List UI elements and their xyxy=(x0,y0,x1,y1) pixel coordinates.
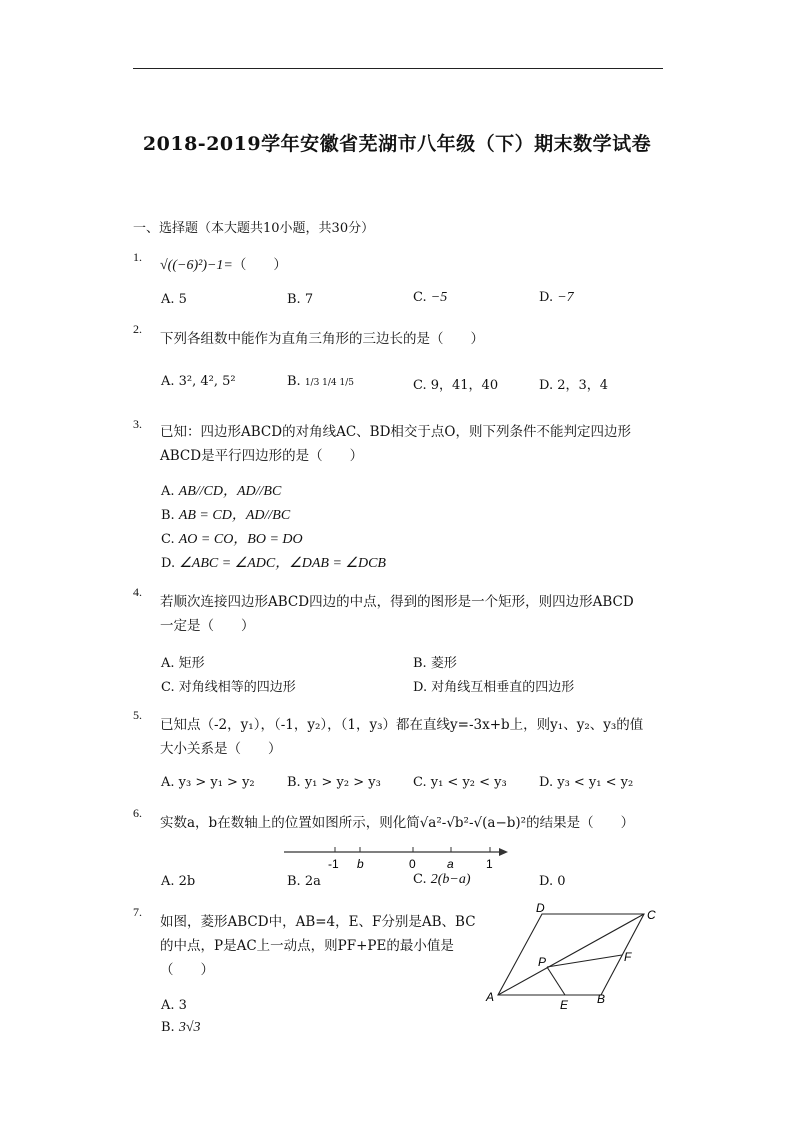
question-stem-line3: （ ） xyxy=(160,962,214,978)
question-stem: 实数a，b在数轴上的位置如图所示，则化简√a²-√b²-√(a−b)²的结果是（ ） xyxy=(160,815,635,831)
question-number: 7. xyxy=(133,905,142,919)
option-d: D. 0 xyxy=(539,874,566,889)
vertex-label: B xyxy=(597,992,606,1006)
question-stem-line2: 大小关系是（ ） xyxy=(160,741,282,757)
question-stem-line1: 若顺次连接四边形ABCD四边的中点，得到的图形是一个矩形，则四边形ABCD xyxy=(160,594,634,610)
option-b: B. 2a xyxy=(287,874,321,889)
option-d: D. 2，3，4 xyxy=(539,378,609,393)
option-d: D. 对角线互相垂直的四边形 xyxy=(413,680,575,695)
point-label: P xyxy=(538,955,547,969)
option-a: A. AB//CD，AD//BC xyxy=(161,484,282,499)
option-a: A. 2b xyxy=(161,874,196,889)
option-d: D. −7 xyxy=(539,290,574,305)
option-d: D. y₃ < y₁ < y₂ xyxy=(539,775,634,790)
option-b: B. 3√3 xyxy=(161,1020,201,1035)
vertex-label: A xyxy=(486,990,495,1004)
tick-label: 1 xyxy=(486,857,493,871)
option-c: C. AO = CO，BO = DO xyxy=(161,532,303,547)
option-c: C. 9，41，40 xyxy=(413,378,499,393)
option-d: D. ∠ABC = ∠ADC，∠DAB = ∠DCB xyxy=(161,556,386,571)
page-title: 2018-2019学年安徽省芜湖市八年级（下）期末数学试卷 xyxy=(142,133,652,155)
tick-label: 0 xyxy=(409,857,416,871)
option-c: C. y₁ < y₂ < y₃ xyxy=(413,775,507,790)
question-number: 3. xyxy=(133,417,142,431)
question-stem xyxy=(160,253,287,274)
option-b: B. 菱形 xyxy=(413,656,457,671)
rhombus-figure xyxy=(480,900,670,1015)
option-b: B. AB = CD，AD//BC xyxy=(161,508,291,523)
question-stem: 下列各组数中能作为直角三角形的三边长的是（ ） xyxy=(160,331,484,347)
option-b: B. 7 xyxy=(287,292,314,307)
question-stem-line2: 一定是（ ） xyxy=(160,618,255,634)
point-label: E xyxy=(560,998,569,1012)
option-a: A. 5 xyxy=(161,292,187,307)
tick-label: a xyxy=(447,857,454,871)
option-c: C. 2(b−a) xyxy=(413,872,471,887)
option-c: C. 对角线相等的四边形 xyxy=(161,680,296,695)
question-stem-line1: 已知点（-2，y₁），（-1，y₂），（1，y₃）都在直线y=-3x+b上，则y₁、y₂、y₃的值 xyxy=(160,717,644,733)
vertex-label: C xyxy=(647,908,656,922)
tick-label: -1 xyxy=(328,857,339,871)
option-c: C. −5 xyxy=(413,290,448,305)
option-a: A. 3 xyxy=(161,998,187,1013)
question-number: 2. xyxy=(133,322,142,336)
tick-label: b xyxy=(357,857,364,871)
option-a: A. y₃ > y₁ > y₂ xyxy=(161,775,255,790)
answer-blank: （ ） xyxy=(232,257,287,273)
question-number: 4. xyxy=(133,585,142,599)
question-stem-line2: 的中点，P是AC上一动点，则PF+PE的最小值是 xyxy=(160,938,454,954)
number-line-figure xyxy=(280,840,512,872)
header-rule xyxy=(133,68,663,69)
option-b: B. 1/3 1/4 1/5 xyxy=(287,374,355,389)
question-stem-line2: ABCD是平行四边形的是（ ） xyxy=(160,448,364,464)
point-label: F xyxy=(624,950,632,964)
question-stem-line1: 如图，菱形ABCD中，AB=4，E、F分别是AB、BC xyxy=(160,914,476,930)
option-a: A. 3², 4², 5² xyxy=(161,374,236,389)
question-stem-line1: 已知：四边形ABCD的对角线AC、BD相交于点O，则下列条件不能判定四边形 xyxy=(160,424,631,440)
question-number: 5. xyxy=(133,708,142,722)
option-a: A. 矩形 xyxy=(161,656,205,671)
vertex-label: D xyxy=(536,901,545,915)
math-expression: √((−6)²)−1= xyxy=(160,258,233,273)
option-b: B. y₁ > y₂ > y₃ xyxy=(287,775,381,790)
question-number: 1. xyxy=(133,250,142,264)
section-heading: 一、选择题（本大题共10小题，共30分） xyxy=(133,221,375,236)
question-number: 6. xyxy=(133,806,142,820)
